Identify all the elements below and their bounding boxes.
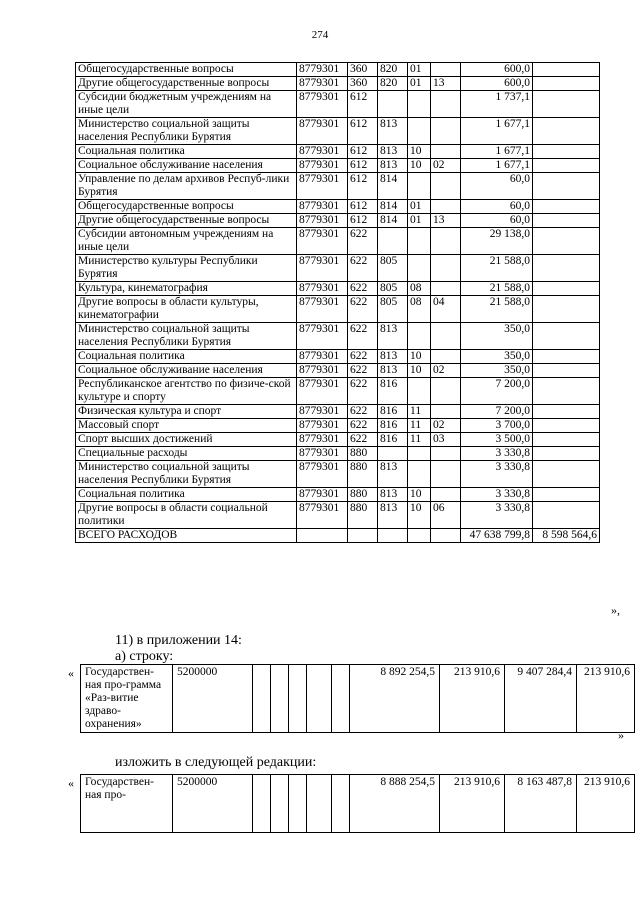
table-cell: 8 598 564,6 bbox=[533, 529, 600, 543]
table-cell: 1 737,1 bbox=[461, 91, 533, 118]
table-cell: 814 bbox=[378, 214, 408, 228]
table-cell: 816 bbox=[378, 433, 408, 447]
table-cell: 622 bbox=[348, 255, 378, 282]
table-cell: 1 677,1 bbox=[461, 145, 533, 159]
table-cell: 8779301 bbox=[297, 350, 348, 364]
table-cell: 8779301 bbox=[297, 282, 348, 296]
table-cell: 3 330,8 bbox=[461, 447, 533, 461]
table-cell bbox=[307, 775, 332, 833]
table-cell: 213 910,6 bbox=[440, 665, 505, 733]
table-cell bbox=[431, 282, 461, 296]
table-cell: 21 588,0 bbox=[461, 282, 533, 296]
table-cell bbox=[408, 228, 431, 255]
table-cell: 805 bbox=[378, 282, 408, 296]
table-cell: Министерство социальной защиты населения Республики Бурятия bbox=[76, 323, 297, 350]
table-cell: 820 bbox=[378, 77, 408, 91]
table-cell: Социальное обслуживание населения bbox=[76, 364, 297, 378]
table-cell: 11 bbox=[408, 433, 431, 447]
table-cell bbox=[253, 665, 271, 733]
table-cell: 612 bbox=[348, 118, 378, 145]
table-row bbox=[81, 665, 635, 733]
table-cell: 8779301 bbox=[297, 419, 348, 433]
table-cell: 47 638 799,8 bbox=[461, 529, 533, 543]
table-cell: 8779301 bbox=[297, 364, 348, 378]
table-cell: 10 bbox=[408, 364, 431, 378]
table-cell: 360 bbox=[348, 77, 378, 91]
table-cell: 8779301 bbox=[297, 145, 348, 159]
table-cell: 360 bbox=[348, 63, 378, 77]
table-cell: Спорт высших достижений bbox=[76, 433, 297, 447]
table-cell: 622 bbox=[348, 282, 378, 296]
table-cell: 8779301 bbox=[297, 488, 348, 502]
table-cell bbox=[431, 323, 461, 350]
table-cell: 8779301 bbox=[297, 461, 348, 488]
table-cell bbox=[408, 91, 431, 118]
table-cell bbox=[533, 173, 600, 200]
table-cell bbox=[431, 200, 461, 214]
table-cell: 813 bbox=[378, 118, 408, 145]
table-cell: 06 bbox=[431, 502, 461, 529]
table-cell bbox=[431, 118, 461, 145]
table-cell: 600,0 bbox=[461, 77, 533, 91]
table-cell: 11 bbox=[408, 405, 431, 419]
table-row bbox=[76, 323, 600, 350]
table-cell: 880 bbox=[348, 461, 378, 488]
table-cell bbox=[408, 529, 431, 543]
table-cell: 350,0 bbox=[461, 350, 533, 364]
table-cell: 9 407 284,4 bbox=[505, 665, 577, 733]
table-cell: 1 677,1 bbox=[461, 118, 533, 145]
table-row bbox=[76, 296, 600, 323]
table-cell bbox=[408, 447, 431, 461]
table-cell: 7 200,0 bbox=[461, 378, 533, 405]
table-cell: 10 bbox=[408, 488, 431, 502]
table-row bbox=[76, 63, 600, 77]
paragraph-line-a: а) строку: bbox=[115, 649, 174, 664]
table-cell bbox=[408, 461, 431, 488]
table-cell bbox=[431, 378, 461, 405]
table-cell: 350,0 bbox=[461, 364, 533, 378]
table-cell: 10 bbox=[408, 159, 431, 173]
table-row bbox=[76, 173, 600, 200]
table-cell: 8779301 bbox=[297, 378, 348, 405]
table-row bbox=[76, 488, 600, 502]
table-cell: 612 bbox=[348, 173, 378, 200]
table-row bbox=[76, 255, 600, 282]
table-cell: 8 888 254,5 bbox=[350, 775, 440, 833]
table-cell: 622 bbox=[348, 323, 378, 350]
table-cell bbox=[297, 529, 348, 543]
table-cell: 10 bbox=[408, 350, 431, 364]
page-number: 274 bbox=[311, 29, 329, 41]
table-cell: 8779301 bbox=[297, 405, 348, 419]
table-cell: Социальная политика bbox=[76, 488, 297, 502]
table-cell: 8779301 bbox=[297, 433, 348, 447]
table-cell: Государствен-ная про-грамма «Раз-витие здраво-охранения» bbox=[81, 665, 173, 733]
table-cell: Министерство социальной защиты населения Республики Бурятия bbox=[76, 461, 297, 488]
table-cell: 813 bbox=[378, 350, 408, 364]
table-cell: 10 bbox=[408, 145, 431, 159]
table-cell: 60,0 bbox=[461, 173, 533, 200]
table-cell bbox=[271, 665, 289, 733]
table-cell bbox=[431, 63, 461, 77]
table-cell bbox=[289, 775, 307, 833]
table-cell: Социальная политика bbox=[76, 350, 297, 364]
table-cell: 8 163 487,8 bbox=[505, 775, 577, 833]
table-cell: 622 bbox=[348, 433, 378, 447]
table-cell: Республиканское агентство по физиче-ской культуре и спорту bbox=[76, 378, 297, 405]
table-cell bbox=[533, 433, 600, 447]
closing-mark: », bbox=[611, 603, 620, 617]
table-cell: 60,0 bbox=[461, 200, 533, 214]
table-cell: 02 bbox=[431, 364, 461, 378]
table-row bbox=[76, 200, 600, 214]
table-row bbox=[76, 529, 600, 543]
table-cell bbox=[533, 447, 600, 461]
table-line-a bbox=[80, 664, 635, 733]
table-cell: Физическая культура и спорт bbox=[76, 405, 297, 419]
table-cell: 805 bbox=[378, 296, 408, 323]
table-row bbox=[76, 405, 600, 419]
table-cell bbox=[533, 91, 600, 118]
table-cell: 10 bbox=[408, 502, 431, 529]
table-cell: 8779301 bbox=[297, 118, 348, 145]
table-cell: 3 700,0 bbox=[461, 419, 533, 433]
table-row bbox=[76, 91, 600, 118]
table-row bbox=[76, 228, 600, 255]
table-row bbox=[76, 419, 600, 433]
table-cell bbox=[533, 118, 600, 145]
table-cell: Субсидии бюджетным учреждениям на иные цели bbox=[76, 91, 297, 118]
table-cell: 816 bbox=[378, 405, 408, 419]
table-row bbox=[76, 145, 600, 159]
table-cell bbox=[408, 323, 431, 350]
table-new-edition bbox=[80, 774, 635, 833]
table-cell: 612 bbox=[348, 91, 378, 118]
table-cell: 7 200,0 bbox=[461, 405, 533, 419]
table-cell: 03 bbox=[431, 433, 461, 447]
table-cell bbox=[378, 447, 408, 461]
table-cell bbox=[378, 91, 408, 118]
table-cell bbox=[431, 173, 461, 200]
table-cell: 622 bbox=[348, 378, 378, 405]
table-cell: 21 588,0 bbox=[461, 255, 533, 282]
table-cell: 11 bbox=[408, 419, 431, 433]
table-cell bbox=[408, 378, 431, 405]
table-cell: 880 bbox=[348, 502, 378, 529]
table-row bbox=[76, 350, 600, 364]
table-cell bbox=[408, 255, 431, 282]
table-cell: Социальное обслуживание населения bbox=[76, 159, 297, 173]
table-cell bbox=[533, 350, 600, 364]
table-cell: Другие вопросы в области социальной политики bbox=[76, 502, 297, 529]
table-row bbox=[76, 282, 600, 296]
table-cell: 213 910,6 bbox=[440, 775, 505, 833]
table-cell: 3 330,8 bbox=[461, 461, 533, 488]
table-cell bbox=[431, 461, 461, 488]
table-cell: 813 bbox=[378, 159, 408, 173]
table-cell: 21 588,0 bbox=[461, 296, 533, 323]
table-cell: Управление по делам архивов Респуб-лики Бурятия bbox=[76, 173, 297, 200]
table-cell: 813 bbox=[378, 502, 408, 529]
table-cell: 622 bbox=[348, 405, 378, 419]
table-cell: 04 bbox=[431, 296, 461, 323]
table-cell: 622 bbox=[348, 228, 378, 255]
table-cell: 3 330,8 bbox=[461, 502, 533, 529]
paragraph-new-edition: изложить в следующей редакции: bbox=[115, 755, 317, 770]
table-cell: 8779301 bbox=[297, 255, 348, 282]
table-cell bbox=[533, 63, 600, 77]
table-cell: 612 bbox=[348, 159, 378, 173]
table-cell: Другие вопросы в области культуры, кинематографии bbox=[76, 296, 297, 323]
table-cell: 612 bbox=[348, 214, 378, 228]
table-cell: 8779301 bbox=[297, 214, 348, 228]
table-cell bbox=[533, 364, 600, 378]
table-cell: 8779301 bbox=[297, 447, 348, 461]
table-cell bbox=[431, 228, 461, 255]
table-cell bbox=[253, 775, 271, 833]
table-cell bbox=[431, 350, 461, 364]
table-cell bbox=[533, 502, 600, 529]
table-cell: 813 bbox=[378, 323, 408, 350]
table-cell: 8779301 bbox=[297, 63, 348, 77]
table-cell: 8779301 bbox=[297, 173, 348, 200]
table-cell: 8779301 bbox=[297, 159, 348, 173]
table-cell: Общегосударственные вопросы bbox=[76, 63, 297, 77]
table-row bbox=[76, 214, 600, 228]
table-cell: 816 bbox=[378, 419, 408, 433]
table-cell bbox=[431, 405, 461, 419]
table-cell bbox=[533, 228, 600, 255]
table-cell: 350,0 bbox=[461, 323, 533, 350]
table-cell bbox=[332, 775, 350, 833]
table-cell bbox=[533, 77, 600, 91]
table-cell: 213 910,6 bbox=[577, 665, 635, 733]
table-cell: 820 bbox=[378, 63, 408, 77]
table-cell bbox=[533, 214, 600, 228]
table-cell bbox=[332, 665, 350, 733]
open-quote-b: « bbox=[68, 776, 74, 790]
table-cell: 08 bbox=[408, 296, 431, 323]
table-cell: 880 bbox=[348, 488, 378, 502]
table-row bbox=[76, 461, 600, 488]
table-cell: 60,0 bbox=[461, 214, 533, 228]
table-cell: 622 bbox=[348, 364, 378, 378]
table-row bbox=[76, 502, 600, 529]
table-cell: 5200000 bbox=[173, 775, 253, 833]
table-cell bbox=[533, 488, 600, 502]
table-cell bbox=[533, 145, 600, 159]
table-cell: Культура, кинематография bbox=[76, 282, 297, 296]
table-cell: 8779301 bbox=[297, 200, 348, 214]
table-cell: Другие общегосударственные вопросы bbox=[76, 77, 297, 91]
table-cell bbox=[533, 159, 600, 173]
table-cell: Общегосударственные вопросы bbox=[76, 200, 297, 214]
table-cell: 01 bbox=[408, 214, 431, 228]
table-cell: 816 bbox=[378, 378, 408, 405]
table-cell bbox=[408, 118, 431, 145]
table-cell: 622 bbox=[348, 419, 378, 433]
table-cell bbox=[533, 419, 600, 433]
table-cell: 08 bbox=[408, 282, 431, 296]
table-row bbox=[76, 159, 600, 173]
table-cell bbox=[431, 145, 461, 159]
table-row bbox=[76, 118, 600, 145]
table-cell bbox=[533, 378, 600, 405]
table-cell bbox=[378, 529, 408, 543]
table-row bbox=[76, 77, 600, 91]
table-cell: 880 bbox=[348, 447, 378, 461]
table-cell bbox=[533, 200, 600, 214]
table-cell: 5200000 bbox=[173, 665, 253, 733]
table-cell bbox=[533, 255, 600, 282]
table-cell: 600,0 bbox=[461, 63, 533, 77]
table-cell bbox=[289, 665, 307, 733]
table-row bbox=[76, 447, 600, 461]
table-cell: 813 bbox=[378, 145, 408, 159]
table-cell: Другие общегосударственные вопросы bbox=[76, 214, 297, 228]
table-row bbox=[76, 433, 600, 447]
open-quote-a: « bbox=[68, 666, 74, 680]
table-cell: 805 bbox=[378, 255, 408, 282]
table-cell bbox=[348, 529, 378, 543]
table-cell: Социальная политика bbox=[76, 145, 297, 159]
table-cell: 813 bbox=[378, 461, 408, 488]
table-cell: Государствен-ная про- bbox=[81, 775, 173, 833]
table-cell: 02 bbox=[431, 159, 461, 173]
table-cell bbox=[533, 405, 600, 419]
table-cell: 13 bbox=[431, 214, 461, 228]
table-cell: 612 bbox=[348, 200, 378, 214]
table-cell: 1 677,1 bbox=[461, 159, 533, 173]
table-cell bbox=[378, 228, 408, 255]
table-row bbox=[81, 775, 635, 833]
table-cell: 8779301 bbox=[297, 502, 348, 529]
table-cell bbox=[431, 255, 461, 282]
table-cell: 8779301 bbox=[297, 296, 348, 323]
table-cell: 814 bbox=[378, 173, 408, 200]
table-cell: 612 bbox=[348, 145, 378, 159]
table-cell: 213 910,6 bbox=[577, 775, 635, 833]
table-cell: Субсидии автономным учреждениям на иные цели bbox=[76, 228, 297, 255]
table-cell: 3 330,8 bbox=[461, 488, 533, 502]
table-cell: 814 bbox=[378, 200, 408, 214]
table-cell bbox=[431, 529, 461, 543]
table-cell bbox=[431, 91, 461, 118]
table-cell bbox=[533, 323, 600, 350]
table-cell bbox=[431, 447, 461, 461]
table-cell: 01 bbox=[408, 63, 431, 77]
table-row bbox=[76, 364, 600, 378]
table-cell: 622 bbox=[348, 350, 378, 364]
table-cell bbox=[533, 282, 600, 296]
table-cell: 8779301 bbox=[297, 77, 348, 91]
table-cell bbox=[431, 488, 461, 502]
table-cell: 29 138,0 bbox=[461, 228, 533, 255]
table-cell: 02 bbox=[431, 419, 461, 433]
table-cell: Министерство культуры Республики Бурятия bbox=[76, 255, 297, 282]
table-cell bbox=[271, 775, 289, 833]
budget-table bbox=[75, 62, 600, 543]
table-cell: 8779301 bbox=[297, 323, 348, 350]
table-cell: 813 bbox=[378, 364, 408, 378]
table-cell bbox=[533, 461, 600, 488]
table-cell bbox=[307, 665, 332, 733]
paragraph-appendix-14: 11) в приложении 14: bbox=[115, 633, 242, 648]
table-cell: Массовый спорт bbox=[76, 419, 297, 433]
table-cell bbox=[533, 296, 600, 323]
table-cell: 813 bbox=[378, 488, 408, 502]
table-cell bbox=[408, 173, 431, 200]
table-cell: 01 bbox=[408, 77, 431, 91]
table-cell: 8 892 254,5 bbox=[350, 665, 440, 733]
table-cell: ВСЕГО РАСХОДОВ bbox=[76, 529, 297, 543]
table-cell: 3 500,0 bbox=[461, 433, 533, 447]
table-cell: 8779301 bbox=[297, 91, 348, 118]
table-cell: 622 bbox=[348, 296, 378, 323]
close-quote-a: » bbox=[618, 728, 624, 742]
table-row bbox=[76, 378, 600, 405]
table-cell: Министерство социальной защиты населения Республики Бурятия bbox=[76, 118, 297, 145]
table-cell: 13 bbox=[431, 77, 461, 91]
table-cell: 01 bbox=[408, 200, 431, 214]
table-cell: 8779301 bbox=[297, 228, 348, 255]
table-cell: Специальные расходы bbox=[76, 447, 297, 461]
